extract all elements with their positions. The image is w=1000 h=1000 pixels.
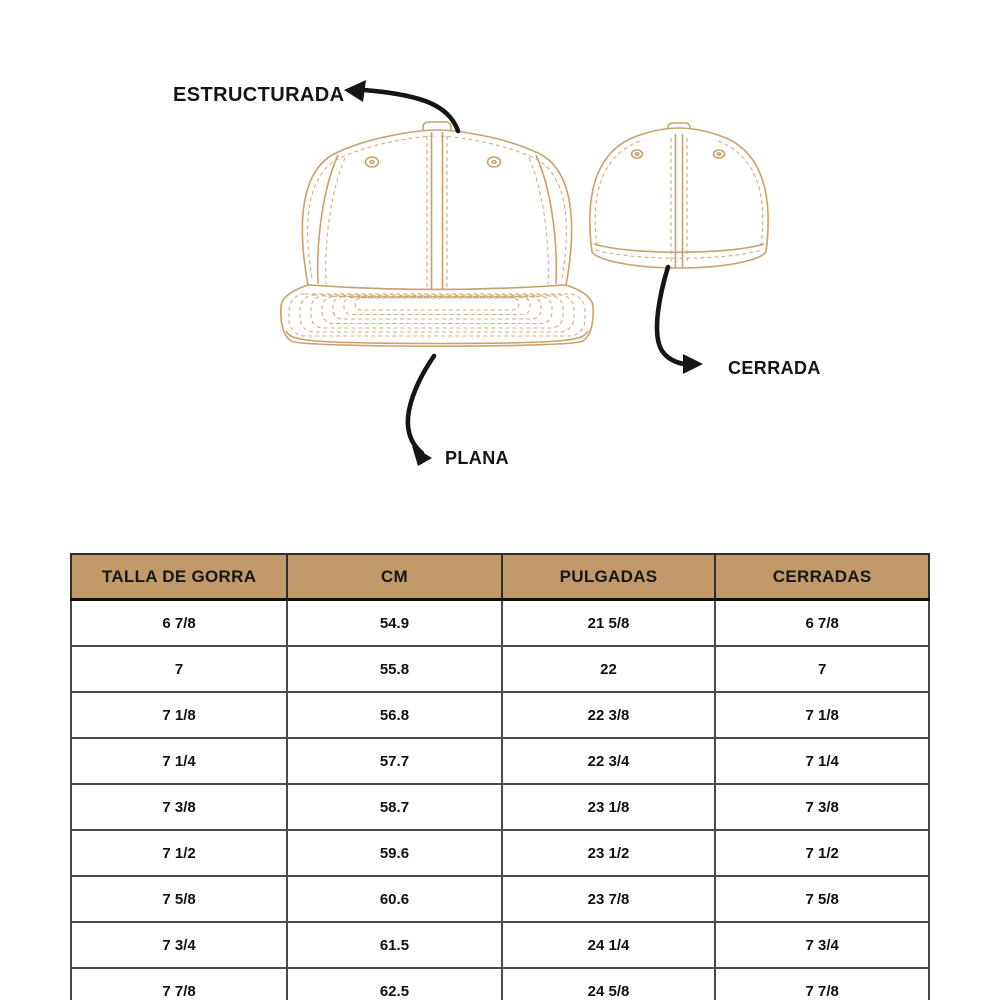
table-cell: 62.5 [287, 968, 502, 1000]
table-cell: 7 1/2 [71, 830, 287, 876]
table-row [71, 830, 929, 876]
cerrada-arrow [657, 267, 703, 374]
estructurada-label: ESTRUCTURADA [173, 84, 345, 106]
table-cell: 60.6 [287, 876, 502, 922]
table-cell: 7 [715, 646, 929, 692]
table-row [71, 600, 929, 647]
table-cell: 59.6 [287, 830, 502, 876]
table-cell: 7 3/8 [71, 784, 287, 830]
table-cell: 7 1/8 [715, 692, 929, 738]
size-table-header [71, 554, 929, 600]
table-cell: 61.5 [287, 922, 502, 968]
size-table [70, 553, 930, 1000]
table-cell: 7 7/8 [715, 968, 929, 1000]
table-cell: 22 [502, 646, 716, 692]
cap-back-dome [590, 128, 768, 268]
table-cell: 6 7/8 [71, 600, 287, 647]
table-cell: 22 3/8 [502, 692, 716, 738]
table-row [71, 738, 929, 784]
table-cell: 7 [71, 646, 287, 692]
table-cell: 7 3/4 [71, 922, 287, 968]
table-cell: 7 3/8 [715, 784, 929, 830]
table-cell: 7 1/4 [71, 738, 287, 784]
table-cell: 57.7 [287, 738, 502, 784]
table-cell: 7 1/2 [715, 830, 929, 876]
front-cap-drawing [281, 122, 593, 346]
table-cell: 24 5/8 [502, 968, 716, 1000]
table-cell: 6 7/8 [715, 600, 929, 647]
table-cell: 21 5/8 [502, 600, 716, 647]
column-header: TALLA DE GORRA [71, 554, 287, 600]
table-row [71, 876, 929, 922]
table-row [71, 646, 929, 692]
table-cell: 55.8 [287, 646, 502, 692]
cap-crown [302, 130, 571, 290]
table-cell: 23 1/2 [502, 830, 716, 876]
table-cell: 7 3/4 [715, 922, 929, 968]
table-cell: 7 5/8 [71, 876, 287, 922]
table-cell: 22 3/4 [502, 738, 716, 784]
table-cell: 58.7 [287, 784, 502, 830]
table-row [71, 922, 929, 968]
table-cell: 23 1/8 [502, 784, 716, 830]
table-row [71, 692, 929, 738]
plana-arrow [408, 356, 434, 466]
cerrada-label: CERRADA [728, 358, 821, 378]
column-header: CM [287, 554, 502, 600]
table-cell: 56.8 [287, 692, 502, 738]
table-row [71, 784, 929, 830]
table-cell: 54.9 [287, 600, 502, 647]
table-cell: 23 7/8 [502, 876, 716, 922]
column-header: PULGADAS [502, 554, 716, 600]
size-table-container [70, 553, 930, 1000]
table-cell: 24 1/4 [502, 922, 716, 968]
column-header: CERRADAS [715, 554, 929, 600]
back-cap-drawing [590, 123, 768, 268]
table-cell: 7 1/8 [71, 692, 287, 738]
table-cell: 7 5/8 [715, 876, 929, 922]
table-cell: 7 1/4 [715, 738, 929, 784]
table-cell: 7 7/8 [71, 968, 287, 1000]
plana-label: PLANA [445, 448, 509, 468]
table-row [71, 968, 929, 1000]
